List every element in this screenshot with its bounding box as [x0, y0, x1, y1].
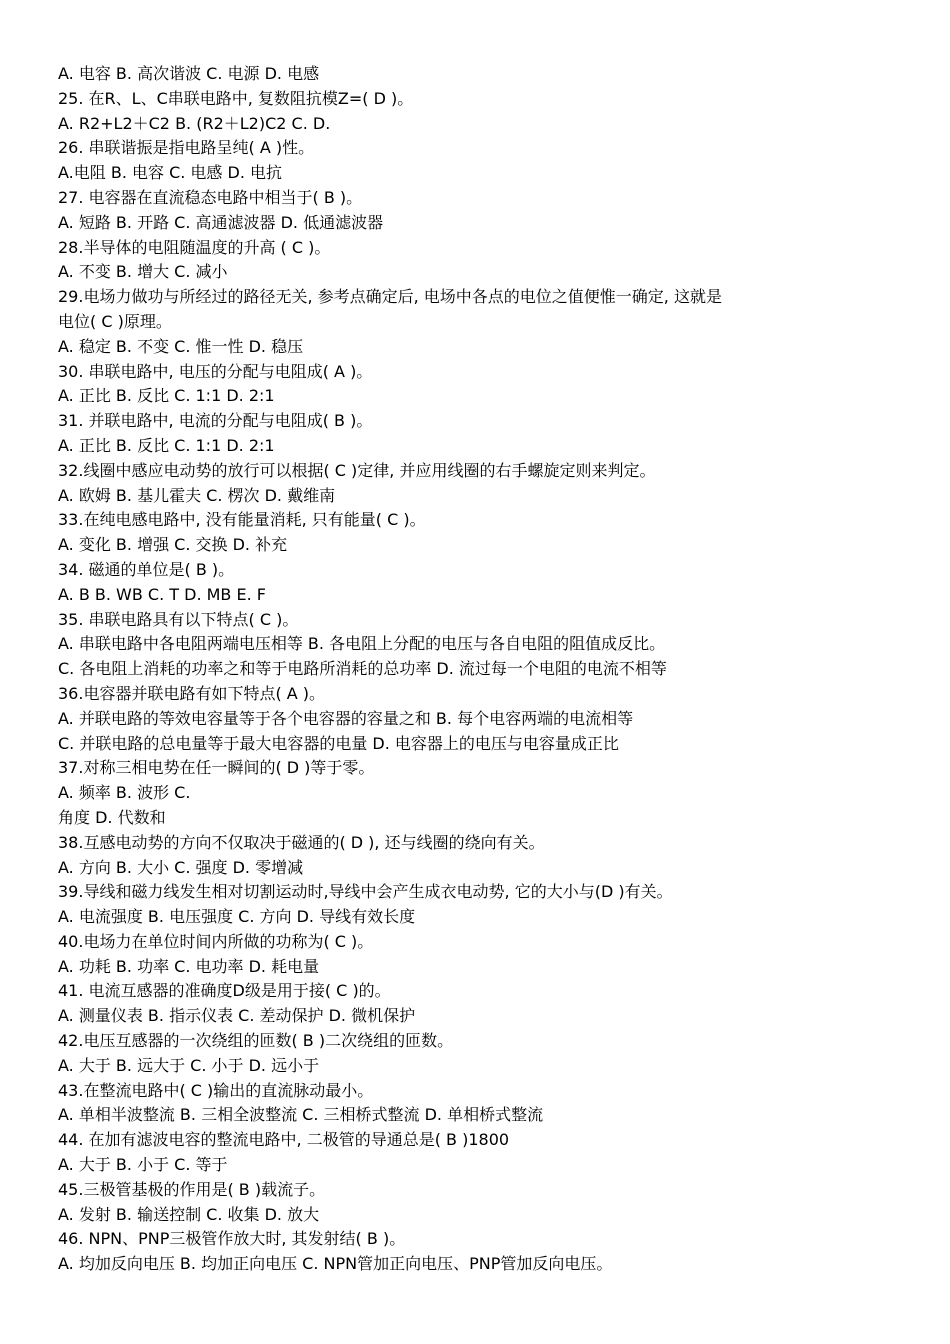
text-line: 34. 磁通的单位是( B )。	[58, 559, 235, 579]
text-line: C. 并联电路的总电量等于最大电容器的电量 D. 电容器上的电压与电容量成正比	[58, 733, 619, 753]
text-line: A. 大于 B. 小于 C. 等于	[58, 1155, 228, 1175]
text-line: A. 稳定 B. 不变 C. 惟一性 D. 稳压	[58, 336, 304, 356]
text-line: A. 功耗 B. 功率 C. 电功率 D. 耗电量	[58, 956, 320, 976]
text-line: 35. 串联电路具有以下特点( C )。	[58, 609, 299, 629]
text-line: 40.电场力在单位时间内所做的功称为( C )。	[58, 931, 374, 951]
question-text-lines	[58, 62, 898, 1277]
text-line: 电位( C )原理。	[58, 311, 172, 331]
text-line: A. 测量仪表 B. 指示仪表 C. 差动保护 D. 微机保护	[58, 1006, 416, 1026]
text-line: 41. 电流互感器的准确度D级是用于接( C )的。	[58, 981, 391, 1001]
text-line: A. 方向 B. 大小 C. 强度 D. 零增减	[58, 857, 304, 877]
text-line: A. 并联电路的等效电容量等于各个电容器的容量之和 B. 每个电容两端的电流相等	[58, 708, 634, 728]
text-line: A. 变化 B. 增强 C. 交换 D. 补充	[58, 535, 288, 555]
text-line: 38.互感电动势的方向不仅取决于磁通的( D ), 还与线圈的绕向有关。	[58, 832, 545, 852]
text-line: 42.电压互感器的一次绕组的匝数( B )二次绕组的匝数。	[58, 1031, 454, 1051]
text-line: 29.电场力做功与所经过的路径无关, 参考点确定后, 电场中各点的电位之值便惟一确定, 这就是	[58, 287, 722, 307]
text-line: 25. 在R、L、C串联电路中, 复数阻抗模Z=( D )。	[58, 88, 414, 108]
text-line: 37.对称三相电势在任一瞬间的( D )等于零。	[58, 758, 375, 778]
text-line: A. 发射 B. 输送控制 C. 收集 D. 放大	[58, 1204, 320, 1224]
text-line: 46. NPN、PNP三极管作放大时, 其发射结( B )。	[58, 1229, 406, 1249]
text-line: 39.导线和磁力线发生相对切割运动时,导线中会产生成衣电动势, 它的大小与(D )有关。	[58, 882, 673, 902]
text-line: 33.在纯电感电路中, 没有能量消耗, 只有能量( C )。	[58, 510, 426, 530]
text-line: A. 电容 B. 高次谐波 C. 电源 D. 电感	[58, 64, 320, 83]
text-line: A. 单相半波整流 B. 三相全波整流 C. 三相桥式整流 D. 单相桥式整流	[58, 1105, 544, 1125]
text-line: A. 均加反向电压 B. 均加正向电压 C. NPN管加正向电压、PNP管加反向电压。	[58, 1254, 613, 1274]
text-line: A. 正比 B. 反比 C. 1:1 D. 2:1	[58, 386, 275, 406]
text-line: 27. 电容器在直流稳态电路中相当于( B )。	[58, 187, 363, 207]
text-line: A. R2+L2＋C2 B. (R2＋L2)C2 C. D.	[58, 113, 331, 133]
text-line: A. 串联电路中各电阻两端电压相等 B. 各电阻上分配的电压与各自电阻的阻值成反比。	[58, 634, 666, 654]
text-line: 43.在整流电路中( C )输出的直流脉动最小。	[58, 1080, 374, 1100]
text-line: 角度 D. 代数和	[58, 807, 166, 827]
text-line: 44. 在加有滤波电容的整流电路中, 二极管的导通总是( B )1800	[58, 1130, 510, 1150]
text-line: A. 不变 B. 增大 C. 减小	[58, 262, 228, 282]
text-line: A. B B. WB C. T D. MB E. F	[58, 584, 266, 604]
text-line: 31. 并联电路中, 电流的分配与电阻成( B )。	[58, 411, 373, 431]
text-line: A. 正比 B. 反比 C. 1:1 D. 2:1	[58, 435, 275, 455]
text-line: 26. 串联谐振是指电路呈纯( A )性。	[58, 138, 315, 158]
text-line: 32.线圈中感应电动势的放行可以根据( C )定律, 并应用线圈的右手螺旋定则来判定。	[58, 460, 656, 480]
text-line: 36.电容器并联电路有如下特点( A )。	[58, 683, 326, 703]
text-line: A.电阻 B. 电容 C. 电感 D. 电抗	[58, 163, 282, 183]
text-line: A. 欧姆 B. 基儿霍夫 C. 楞次 D. 戴维南	[58, 485, 336, 505]
text-line: 28.半导体的电阻随温度的升高 ( C )。	[58, 237, 331, 257]
text-line: 30. 串联电路中, 电压的分配与电阻成( A )。	[58, 361, 373, 381]
text-line: A. 短路 B. 开路 C. 高通滤波器 D. 低通滤波器	[58, 212, 384, 232]
text-line: A. 电流强度 B. 电压强度 C. 方向 D. 导线有效长度	[58, 907, 416, 927]
text-line: C. 各电阻上消耗的功率之和等于电路所消耗的总功率 D. 流过每一个电阻的电流不相等	[58, 659, 667, 679]
text-line: A. 大于 B. 远大于 C. 小于 D. 远小于	[58, 1055, 320, 1075]
text-line: A. 频率 B. 波形 C.	[58, 783, 191, 803]
text-line: 45.三极管基极的作用是( B )载流子。	[58, 1179, 326, 1199]
